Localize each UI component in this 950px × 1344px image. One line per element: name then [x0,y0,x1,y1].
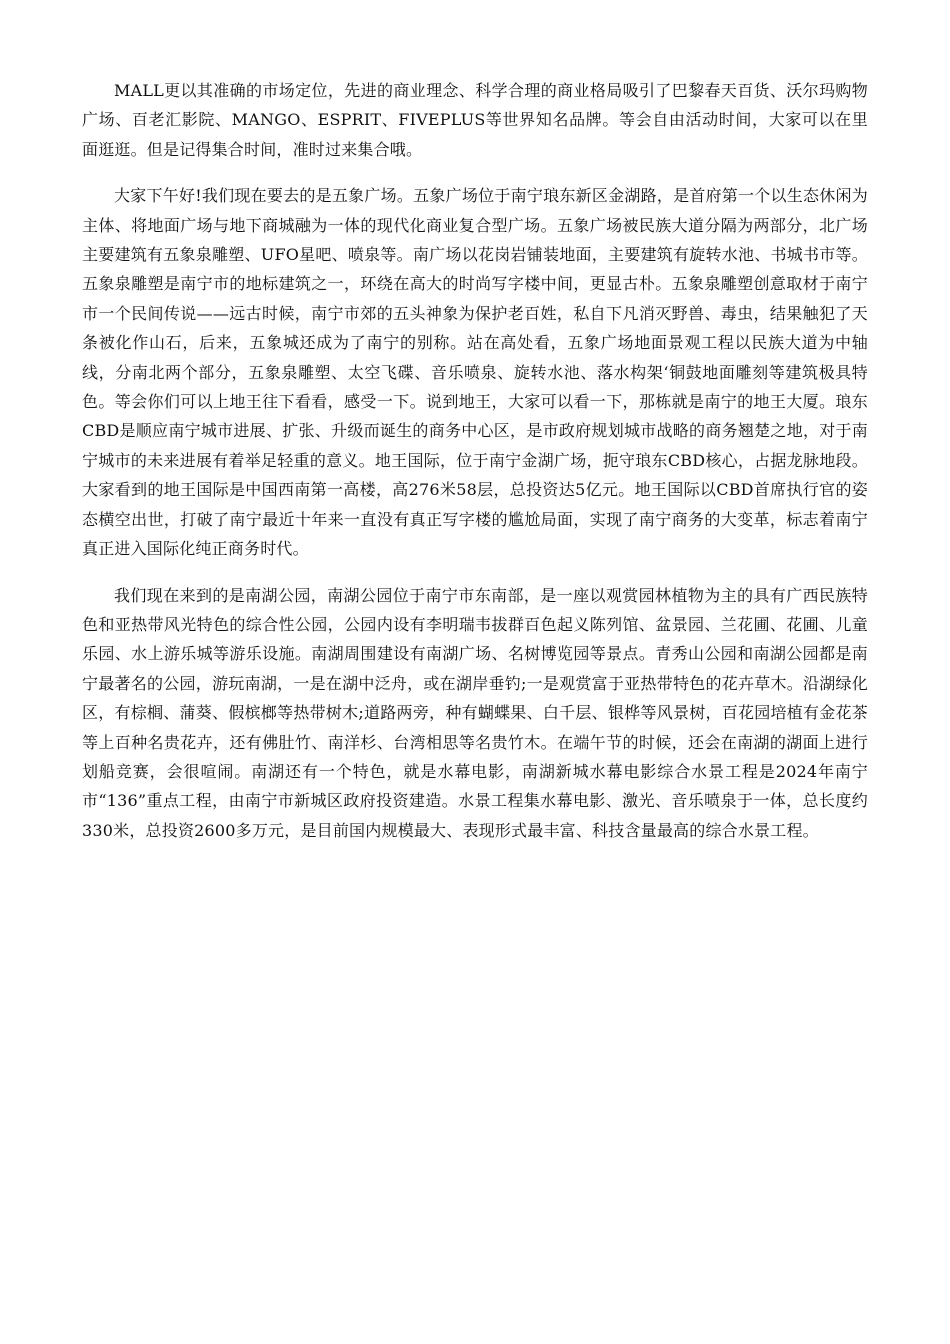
paragraph-mall-intro: MALL更以其准确的市场定位，先进的商业理念、科学合理的商业格局吸引了巴黎春天百货、沃尔玛购物广场、百老汇影院、MANGO、ESPRIT、FIVEPLUS等世界知名品牌。等会自由活动时间，大家可以在里面逛逛。但是记得集合时间，准时过来集合哦。 [82,81,868,159]
document-body [82,76,868,862]
paragraph-wuxiang-square: 大家下午好!我们现在要去的是五象广场。五象广场位于南宁琅东新区金湖路，是首府第一个以生态休闲为主体、将地面广场与地下商城融为一体的现代化商业复合型广场。五象广场被民族大道分隔为两部分，北广场主要建筑有五象泉雕塑、UFO星吧、喷泉等。南广场以花岗岩铺装地面，主要建筑有旋转水池、书城书市等。五象泉雕塑是南宁市的地标建筑之一，环绕在高大的时尚写字楼中间，更显古朴。五象泉雕塑创意取材于南宁市一个民间传说——远古时候，南宁市郊的五头神象为保护老百姓，私自下凡消灭野兽、毒虫，结果触犯了天条被化作山石，后来，五象城还成为了南宁的别称。站在高处看，五象广场地面景观工程以民族大道为中轴线，分南北两个部分，五象泉雕塑、太空飞碟、音乐喷泉、旋转水池、落水构架‘铜鼓地面雕刻等建筑极具特色。等会你们可以上地王往下看看，感受一下。说到地王，大家可以看一下，那栋就是南宁的地王大厦。琅东CBD是顺应南宁城市进展、扩张、升级而诞生的商务中心区，是市政府规划城市战略的商务翘楚之地，对于南宁城市的未来进展有着举足轻重的意义。地王国际，位于南宁金湖广场，扼守琅东CBD核心，占据龙脉地段。大家看到的地王国际是中国西南第一高楼，高276米58层，总投资达5亿元。地王国际以CBD首席执行官的姿态横空出世，打破了南宁最近十年来一直没有真正写字楼的尴尬局面，实现了南宁商务的大变革，标志着南宁真正进入国际化纯正商务时代。 [82,186,868,559]
paragraph-nanhu-park: 我们现在来到的是南湖公园，南湖公园位于南宁市东南部，是一座以观赏园林植物为主的具有广西民族特色和亚热带风光特色的综合性公园，公园内设有李明瑞韦拔群百色起义陈列馆、盆景园、兰花圃、花圃、儿童乐园、水上游乐城等游乐设施。南湖周围建设有南湖广场、名树博览园等景点。青秀山公园和南湖公园都是南宁最著名的公园，游玩南湖，一是在湖中泛舟，或在湖岸垂钓;一是观赏富于亚热带特色的花卉草木。沿湖绿化区，有棕榈、蒲葵、假槟榔等热带树木;道路两旁，种有蝴蝶果、白千层、银桦等风景树，百花园培植有金花茶等上百种名贵花卉，还有佛肚竹、南洋杉、台湾相思等名贵竹木。在端午节的时候，还会在南湖的湖面上进行划船竞赛，会很喧闹。南湖还有一个特色，就是水幕电影，南湖新城水幕电影综合水景工程是2024年南宁市“136”重点工程，由南宁市新城区政府投资建造。水景工程集水幕电影、激光、音乐喷泉于一体，总长度约330米，总投资2600多万元，是目前国内规模最大、表现形式最丰富、科技含量最高的综合水景工程。 [82,585,868,840]
